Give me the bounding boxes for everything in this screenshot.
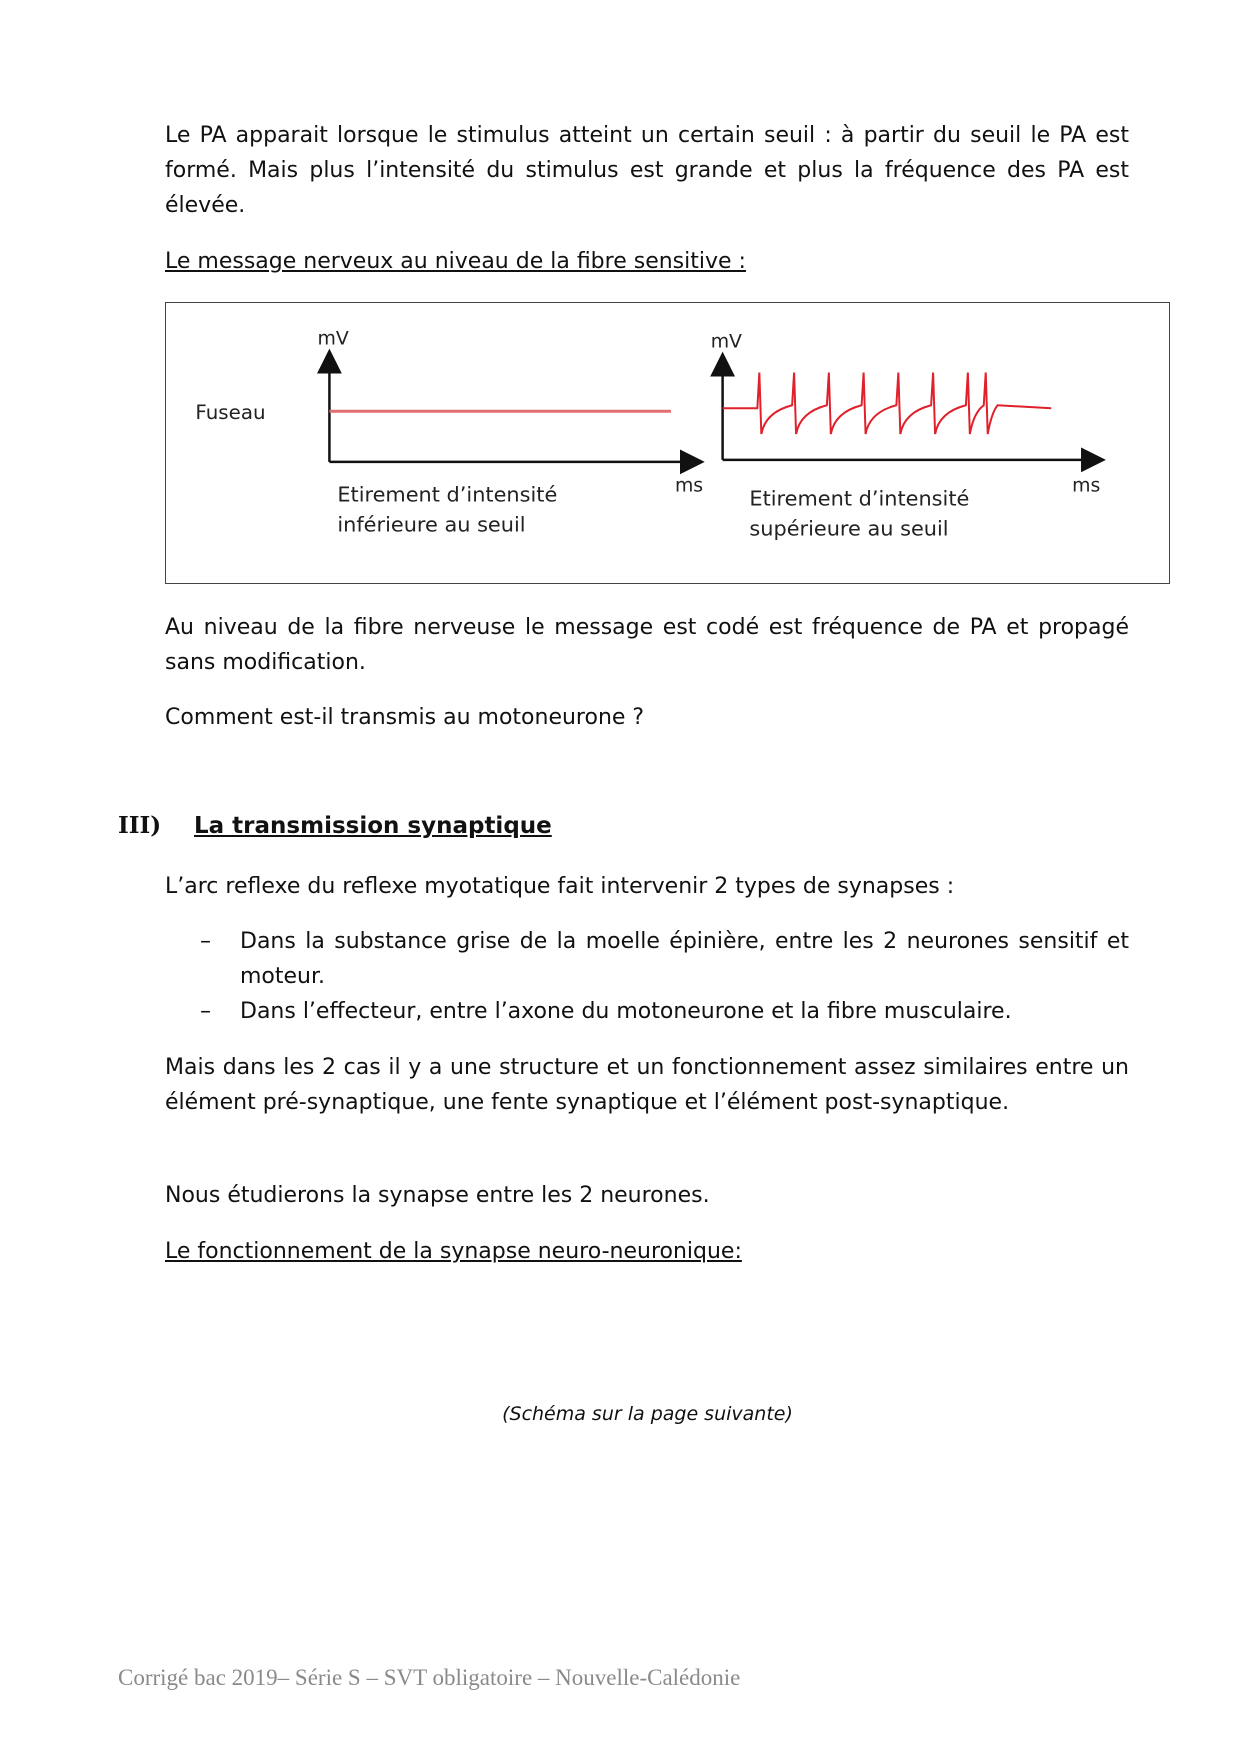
bullet-dash: – [200, 999, 211, 1024]
list-item [200, 924, 1129, 994]
action-potential-diagram [166, 303, 1169, 583]
paragraph-reflex-arc: L’arc reflexe du reflexe myotatique fait intervenir 2 types de synapses : [165, 874, 955, 899]
section-title: La transmission synaptique [194, 813, 552, 839]
subheading-synapse: Le fonctionnement de la synapse neuro-neuronique: [165, 1239, 742, 1264]
page-footer: Corrigé bac 2019– Série S – SVT obligatoire – Nouvelle-Calédonie [118, 1665, 741, 1690]
diagram-box [165, 302, 1170, 584]
right-spike-train [723, 373, 1052, 435]
left-caption-line1: Etirement d’intensité [337, 482, 558, 507]
list-item-text: Dans la substance grise de la moelle épinière, entre les 2 neurones sensitif et moteur. [240, 929, 1129, 989]
list-item-text: Dans l’effecteur, entre l’axone du motoneurone et la fibre musculaire. [240, 999, 1012, 1024]
paragraph-pa-threshold: Le PA apparait lorsque le stimulus atteint un certain seuil : à partir du seuil le PA est formé. Mais plus l’intensité du stimulus est grande et plus la fréquence des PA est élevée. [165, 123, 1129, 218]
right-caption-line1: Etirement d’intensité [749, 486, 970, 511]
subheading-sensory-fiber: Le message nerveux au niveau de la fibre sensitive : [165, 249, 746, 274]
bullet-dash: – [200, 929, 211, 954]
list-item [200, 994, 1129, 1029]
section-number: III) [118, 812, 162, 839]
action-potential-trace [723, 373, 1052, 435]
row-label-fuseau: Fuseau [195, 401, 266, 425]
right-y-label: mV [710, 330, 742, 353]
left-x-label: ms [674, 474, 704, 497]
paragraph-study: Nous étudierons la synapse entre les 2 neurones. [165, 1183, 710, 1208]
section-heading [118, 812, 552, 839]
right-caption-line2: supérieure au seuil [749, 516, 949, 541]
paragraph-question: Comment est-il transmis au motoneurone ? [165, 705, 645, 730]
right-x-label: ms [1072, 474, 1101, 497]
paragraph-coding: Au niveau de la fibre nerveuse le message est codé est fréquence de PA et propagé sans modification. [165, 615, 1129, 675]
next-page-note: (Schéma sur la page suivante) [502, 1403, 793, 1425]
paragraph-structure: Mais dans les 2 cas il y a une structure et un fonctionnement assez similaires entre un élément pré-synaptique, une fente synaptique et l’élément post-synaptique. [165, 1055, 1129, 1115]
left-y-label: mV [317, 327, 349, 350]
left-caption-line2: inférieure au seuil [337, 512, 526, 537]
